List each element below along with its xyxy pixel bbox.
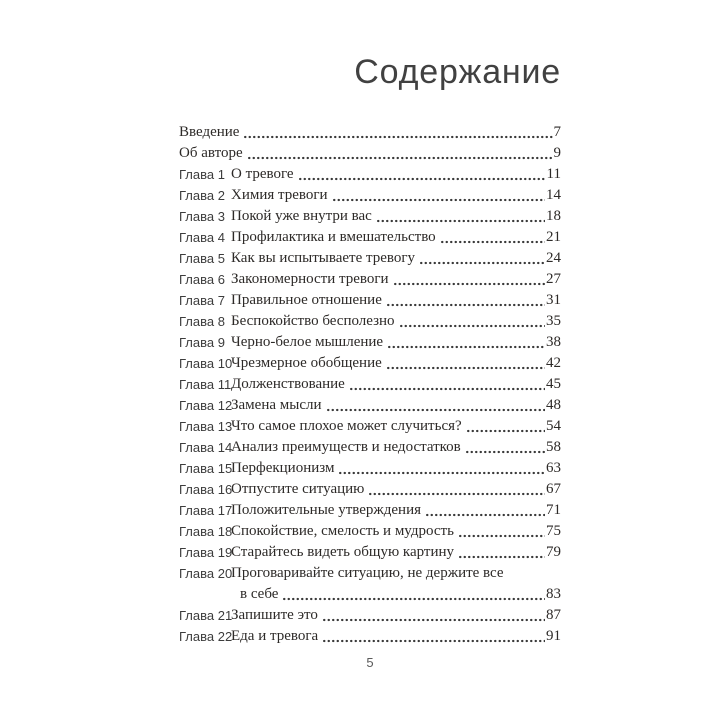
entry-title: Запишите это — [231, 607, 318, 623]
toc-entry-body — [231, 563, 561, 605]
chapter-label: Глава 1 — [179, 167, 225, 182]
toc-entry-line — [231, 290, 561, 311]
entry-page-number: 11 — [546, 166, 561, 182]
entry-page-number: 31 — [546, 292, 561, 308]
dot-leader — [298, 164, 546, 185]
entry-title: Долженствование — [231, 376, 345, 392]
toc-entry-body — [231, 542, 561, 563]
chapter-label: Глава 15 — [179, 461, 233, 476]
toc-entry-body — [231, 248, 561, 269]
toc-entry — [179, 164, 561, 185]
toc-entry-line — [231, 479, 561, 500]
entry-title: Отпустите ситуацию — [231, 481, 365, 497]
toc-entry — [179, 269, 561, 290]
toc-entry-body — [231, 269, 561, 290]
entry-page-number: 87 — [546, 607, 561, 623]
chapter-label: Глава 13 — [179, 419, 233, 434]
toc-entry-body — [231, 437, 561, 458]
toc-entry — [179, 227, 561, 248]
dot-leader — [338, 458, 545, 479]
toc-entry-line — [231, 164, 561, 185]
chapter-label: Глава 14 — [179, 440, 233, 455]
toc-entry — [179, 395, 561, 416]
entry-title: Спокойствие, смелость и мудрость — [231, 523, 454, 539]
toc-entry-body — [179, 122, 561, 143]
toc-entry-line — [231, 248, 561, 269]
toc-entry-line — [231, 395, 561, 416]
toc-entry-body — [231, 164, 561, 185]
dot-leader — [425, 500, 545, 521]
toc-entry — [179, 185, 561, 206]
chapter-label: Глава 9 — [179, 335, 225, 350]
toc-entry-line — [231, 605, 561, 626]
toc-entry-body — [231, 206, 561, 227]
toc-entry — [179, 542, 561, 563]
chapter-label: Глава 19 — [179, 545, 233, 560]
entry-title: Правильное отношение — [231, 292, 382, 308]
entry-page-number: 18 — [546, 208, 561, 224]
entry-page-number: 54 — [546, 418, 561, 434]
toc-entry — [179, 437, 561, 458]
entry-page-number: 14 — [546, 187, 561, 203]
dot-leader — [458, 542, 545, 563]
entry-title: Проговаривайте ситуацию, не держите все — [231, 565, 504, 581]
toc-entry — [179, 332, 561, 353]
dot-leader — [399, 311, 545, 332]
toc-entry-line — [231, 416, 561, 437]
entry-title: Закономерности тревоги — [231, 271, 389, 287]
entry-title: Еда и тревога — [231, 628, 319, 644]
chapter-label: Глава 21 — [179, 608, 233, 623]
entry-title: Об авторе — [179, 145, 243, 161]
toc-entry-body — [231, 458, 561, 479]
entry-page-number: 42 — [546, 355, 561, 371]
toc-entry — [179, 563, 561, 605]
entry-title: Замена мысли — [231, 397, 322, 413]
page-title: Содержание — [354, 53, 561, 91]
toc-entry-body — [179, 143, 561, 164]
dot-leader — [465, 437, 545, 458]
chapter-label: Глава 8 — [179, 314, 225, 329]
entry-title-continued: в себе — [240, 586, 279, 602]
entry-title: Перфекционизм — [231, 460, 335, 476]
toc-entry-line — [231, 458, 561, 479]
dot-leader — [466, 416, 545, 437]
entry-page-number: 27 — [546, 271, 561, 287]
dot-leader — [376, 206, 545, 227]
toc-entry-body — [231, 185, 561, 206]
dot-leader — [393, 269, 545, 290]
entry-title: Химия тревоги — [231, 187, 328, 203]
dot-leader — [419, 248, 545, 269]
entry-title: Как вы испытываете тревогу — [231, 250, 416, 266]
toc-list — [179, 122, 561, 647]
toc-entry-line — [231, 185, 561, 206]
toc-entry-line — [231, 311, 561, 332]
toc-entry-body — [231, 521, 561, 542]
dot-leader — [326, 395, 546, 416]
toc-entry — [179, 290, 561, 311]
toc-entry-line — [231, 500, 561, 521]
toc-entry-line — [179, 143, 561, 164]
toc-entry-body — [231, 311, 561, 332]
toc-entry-body — [231, 626, 561, 647]
dot-leader — [349, 374, 545, 395]
entry-page-number: 24 — [546, 250, 561, 266]
chapter-label: Глава 20 — [179, 566, 233, 581]
entry-page-number: 91 — [546, 628, 561, 644]
dot-leader — [243, 122, 552, 143]
toc-entry — [179, 374, 561, 395]
entry-page-number: 48 — [546, 397, 561, 413]
toc-entry-line — [231, 353, 561, 374]
toc-entry-line — [231, 521, 561, 542]
toc-entry — [179, 500, 561, 521]
entry-page-number: 75 — [546, 523, 561, 539]
toc-entry-body — [231, 500, 561, 521]
toc-entry-line — [231, 626, 561, 647]
toc-entry-line — [231, 542, 561, 563]
entry-page-number: 79 — [546, 544, 561, 560]
chapter-label: Глава 12 — [179, 398, 233, 413]
toc-entry-line — [231, 269, 561, 290]
entry-title: Анализ преимуществ и недостатков — [231, 439, 461, 455]
chapter-label: Глава 6 — [179, 272, 225, 287]
entry-title: Положительные утверждения — [231, 502, 422, 518]
chapter-label: Глава 22 — [179, 629, 233, 644]
chapter-label: Глава 16 — [179, 482, 233, 497]
dot-leader — [332, 185, 545, 206]
entry-page-number: 45 — [546, 376, 561, 392]
toc-entry — [179, 122, 561, 143]
toc-entry-body — [231, 290, 561, 311]
toc-entry-body — [231, 479, 561, 500]
toc-entry — [179, 353, 561, 374]
toc-entry-line — [231, 206, 561, 227]
dot-leader — [322, 605, 545, 626]
toc-entry-body — [231, 227, 561, 248]
toc-entry — [179, 521, 561, 542]
toc-entry-line — [231, 563, 561, 584]
entry-page-number: 67 — [546, 481, 561, 497]
toc-entry — [179, 311, 561, 332]
dot-leader — [368, 479, 545, 500]
entry-title: Покой уже внутри вас — [231, 208, 372, 224]
entry-page-number: 7 — [553, 124, 561, 140]
chapter-label: Глава 2 — [179, 188, 225, 203]
toc-entry-body — [231, 395, 561, 416]
chapter-label: Глава 7 — [179, 293, 225, 308]
toc-entry-body — [231, 353, 561, 374]
dot-leader — [387, 332, 545, 353]
entry-page-number: 21 — [546, 229, 561, 245]
dot-leader — [247, 143, 553, 164]
toc-entry — [179, 416, 561, 437]
toc-entry — [179, 479, 561, 500]
toc-entry-line — [231, 332, 561, 353]
toc-entry — [179, 605, 561, 626]
toc-entry-line — [231, 374, 561, 395]
toc-entry-body — [231, 605, 561, 626]
toc-entry-body — [231, 332, 561, 353]
entry-title: О тревоге — [231, 166, 294, 182]
dot-leader — [386, 353, 545, 374]
entry-page-number: 83 — [546, 586, 561, 602]
entry-title: Введение — [179, 124, 240, 140]
chapter-label: Глава 11 — [179, 377, 232, 392]
entry-title: Что самое плохое может случиться? — [231, 418, 462, 434]
toc-entry-line — [231, 437, 561, 458]
toc-entry — [179, 458, 561, 479]
entry-page-number: 9 — [553, 145, 561, 161]
toc-entry-line — [179, 122, 561, 143]
entry-page-number: 35 — [546, 313, 561, 329]
dot-leader — [458, 521, 545, 542]
entry-title: Старайтесь видеть общую картину — [231, 544, 455, 560]
toc-entry-body — [231, 374, 561, 395]
toc-entry — [179, 206, 561, 227]
toc-entry-line-continued — [231, 584, 561, 605]
chapter-label: Глава 18 — [179, 524, 233, 539]
toc-entry — [179, 626, 561, 647]
toc-entry — [179, 248, 561, 269]
entry-title: Беспокойство бесполезно — [231, 313, 395, 329]
toc-entry — [179, 143, 561, 164]
entry-page-number: 71 — [546, 502, 561, 518]
entry-page-number: 38 — [546, 334, 561, 350]
chapter-label: Глава 17 — [179, 503, 233, 518]
dot-leader — [282, 584, 545, 605]
entry-title: Профилактика и вмешательство — [231, 229, 436, 245]
entry-page-number: 63 — [546, 460, 561, 476]
toc-entry-line — [231, 227, 561, 248]
chapter-label: Глава 3 — [179, 209, 225, 224]
entry-page-number: 58 — [546, 439, 561, 455]
chapter-label: Глава 10 — [179, 356, 233, 371]
toc-entry-body — [231, 416, 561, 437]
chapter-label: Глава 5 — [179, 251, 225, 266]
entry-title: Черно-белое мышление — [231, 334, 384, 350]
dot-leader — [440, 227, 545, 248]
dot-leader — [322, 626, 545, 647]
folio-page-number: 5 — [366, 655, 374, 670]
dot-leader — [386, 290, 545, 311]
entry-title: Чрезмерное обобщение — [231, 355, 382, 371]
chapter-label: Глава 4 — [179, 230, 225, 245]
